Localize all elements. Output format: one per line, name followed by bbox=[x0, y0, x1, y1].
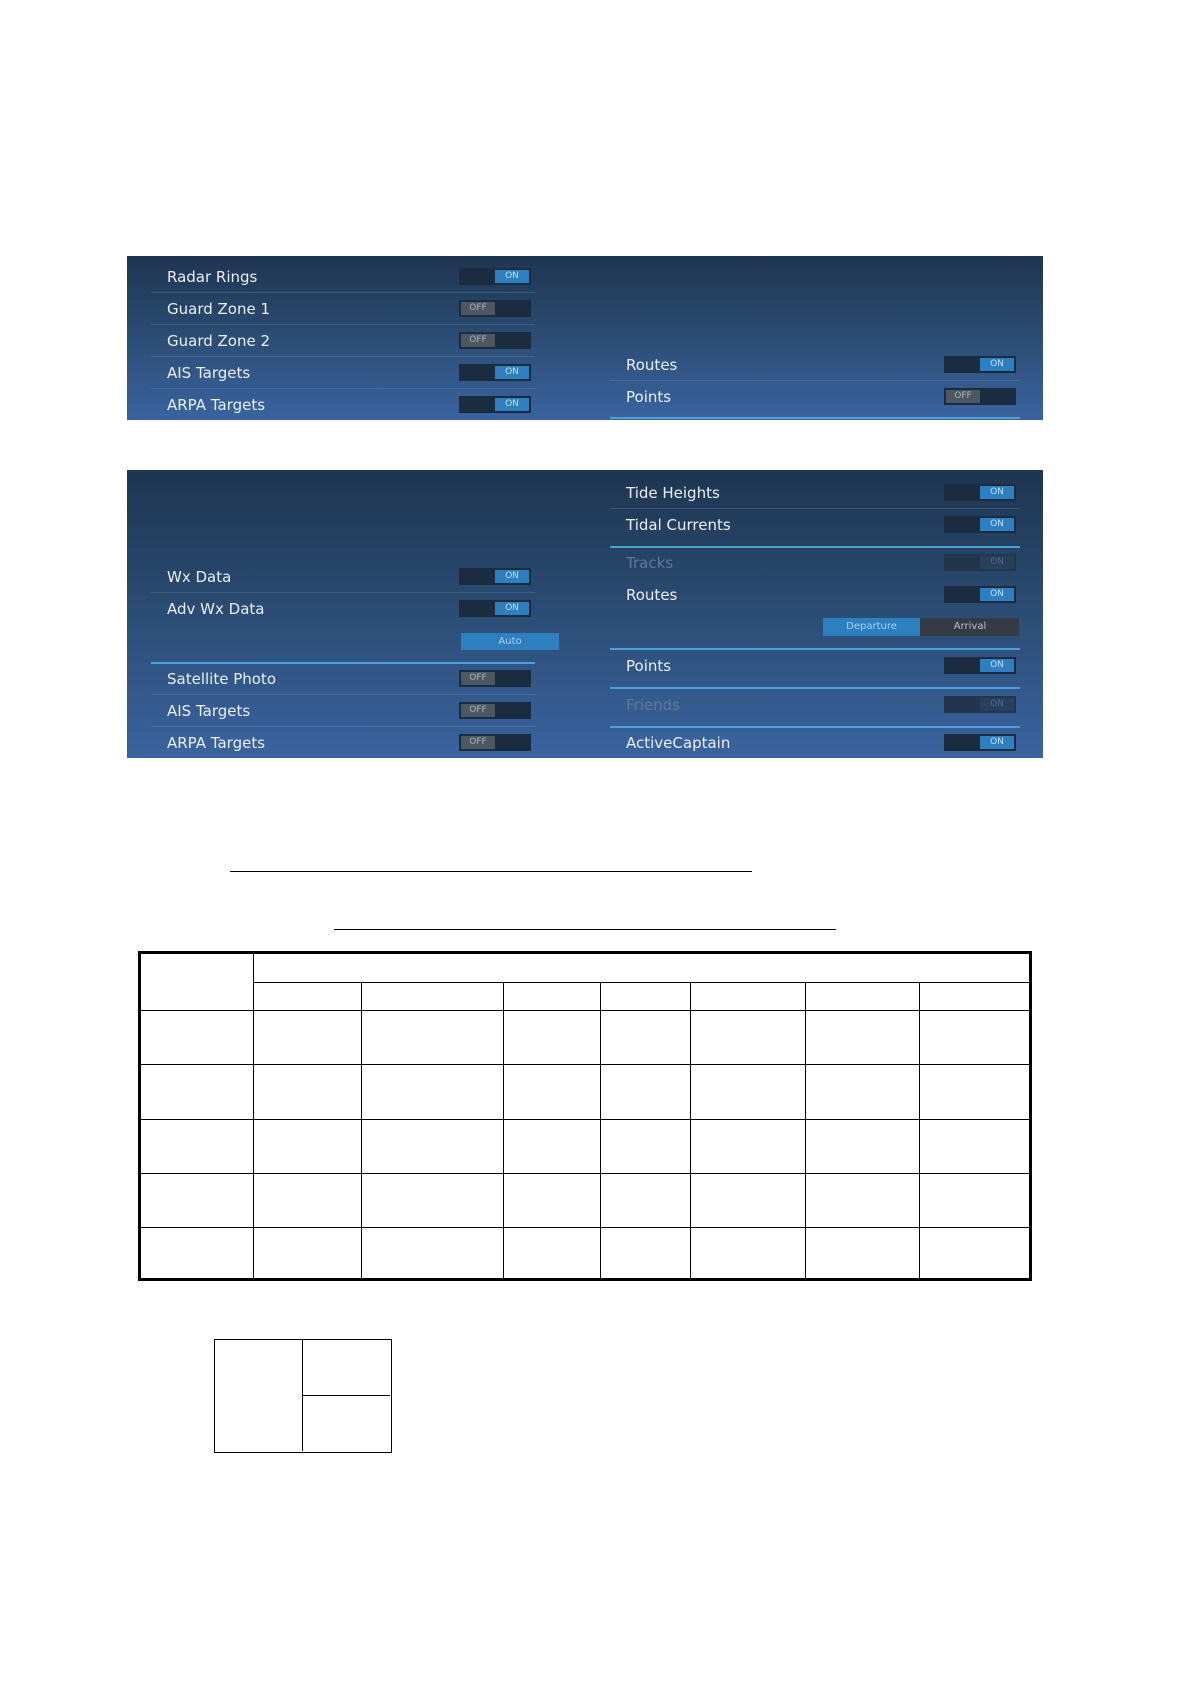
row-adv-wx-data[interactable] bbox=[151, 594, 535, 624]
toggle-switch[interactable] bbox=[459, 332, 531, 349]
grid-line bbox=[253, 982, 1029, 983]
row-arpa-targets[interactable] bbox=[151, 390, 535, 420]
row-label: Friends bbox=[626, 696, 680, 714]
toggle-switch[interactable] bbox=[459, 268, 531, 285]
row-wx-data[interactable] bbox=[151, 562, 535, 593]
toggle-switch[interactable] bbox=[944, 657, 1016, 674]
departure-option[interactable]: Departure bbox=[823, 618, 920, 636]
blank-underline bbox=[230, 871, 752, 872]
toggle-state: ON bbox=[980, 358, 1014, 371]
row-radar-rings[interactable] bbox=[151, 262, 535, 293]
row-points[interactable] bbox=[610, 651, 1020, 681]
row-satellite-photo[interactable] bbox=[151, 664, 535, 695]
grid-line bbox=[141, 1010, 1029, 1011]
row-ais-targets[interactable] bbox=[151, 696, 535, 727]
row-label: AIS Targets bbox=[167, 702, 251, 720]
toggle-switch[interactable] bbox=[459, 670, 531, 687]
settings-panel-1 bbox=[127, 256, 1043, 420]
toggle-state: ON bbox=[980, 659, 1014, 672]
grid-line bbox=[600, 982, 601, 1278]
toggle-switch[interactable] bbox=[944, 388, 1016, 405]
row-label: Adv Wx Data bbox=[167, 600, 265, 618]
row-label: ARPA Targets bbox=[167, 734, 266, 752]
row-guard-zone-2[interactable] bbox=[151, 326, 535, 357]
row-label: Guard Zone 1 bbox=[167, 300, 271, 318]
toggle-state: ON bbox=[980, 518, 1014, 531]
grid-line bbox=[253, 954, 254, 1278]
row-label: Points bbox=[626, 657, 672, 675]
toggle-switch[interactable] bbox=[459, 702, 531, 719]
toggle-switch[interactable] bbox=[459, 568, 531, 585]
toggle-switch[interactable] bbox=[459, 734, 531, 751]
toggle-switch[interactable] bbox=[944, 696, 1016, 713]
row-label: Tide Heights bbox=[626, 484, 720, 502]
separator bbox=[610, 648, 1020, 650]
row-tide-heights[interactable] bbox=[610, 478, 1020, 509]
grid-line bbox=[919, 982, 920, 1278]
toggle-switch[interactable] bbox=[944, 356, 1016, 373]
row-guard-zone-1[interactable] bbox=[151, 294, 535, 325]
row-tracks[interactable] bbox=[610, 548, 1020, 578]
empty-small-table bbox=[214, 1339, 392, 1453]
toggle-state: OFF bbox=[461, 672, 495, 685]
toggle-switch[interactable] bbox=[944, 554, 1016, 571]
grid-line bbox=[141, 1064, 1029, 1065]
toggle-state: ON bbox=[495, 270, 529, 283]
arrival-option[interactable]: Arrival bbox=[953, 621, 987, 632]
row-label: Routes bbox=[626, 586, 678, 604]
row-label: Guard Zone 2 bbox=[167, 332, 271, 350]
row-points[interactable] bbox=[610, 382, 1020, 412]
toggle-state: ON bbox=[495, 602, 529, 615]
settings-panel-2 bbox=[127, 470, 1043, 758]
row-label: Routes bbox=[626, 356, 678, 374]
toggle-switch[interactable] bbox=[944, 484, 1016, 501]
toggle-state: ON bbox=[980, 736, 1014, 749]
toggle-state: ON bbox=[495, 398, 529, 411]
row-routes[interactable] bbox=[610, 580, 1020, 610]
row-friends[interactable] bbox=[610, 690, 1020, 720]
toggle-state: OFF bbox=[461, 704, 495, 717]
toggle-switch[interactable] bbox=[944, 734, 1016, 751]
departure-arrival-selector bbox=[823, 618, 1019, 636]
toggle-switch[interactable] bbox=[459, 600, 531, 617]
toggle-state: ON bbox=[980, 556, 1014, 569]
toggle-state: OFF bbox=[946, 390, 980, 403]
row-label: AIS Targets bbox=[167, 364, 251, 382]
row-label: Radar Rings bbox=[167, 268, 258, 286]
grid-line bbox=[141, 1119, 1029, 1120]
grid-line bbox=[302, 1395, 390, 1396]
row-routes[interactable] bbox=[610, 350, 1020, 381]
empty-grid-table bbox=[138, 951, 1032, 1281]
toggle-switch[interactable] bbox=[459, 364, 531, 381]
toggle-state: OFF bbox=[461, 334, 495, 347]
toggle-switch[interactable] bbox=[459, 396, 531, 413]
toggle-switch[interactable] bbox=[944, 586, 1016, 603]
grid-line bbox=[361, 982, 362, 1278]
separator bbox=[610, 687, 1020, 689]
toggle-state: OFF bbox=[461, 736, 495, 749]
grid-line bbox=[690, 982, 691, 1278]
toggle-state: ON bbox=[495, 366, 529, 379]
row-label: Points bbox=[626, 388, 672, 406]
grid-line bbox=[805, 982, 806, 1278]
row-label: ActiveCaptain bbox=[626, 734, 731, 752]
toggle-state: OFF bbox=[461, 302, 495, 315]
blank-underline bbox=[334, 929, 836, 930]
row-ais-targets[interactable] bbox=[151, 358, 535, 389]
toggle-switch[interactable] bbox=[459, 300, 531, 317]
row-label: ARPA Targets bbox=[167, 396, 266, 414]
grid-line bbox=[503, 982, 504, 1278]
row-label: Wx Data bbox=[167, 568, 232, 586]
row-arpa-targets[interactable] bbox=[151, 728, 535, 758]
row-activecaptain[interactable] bbox=[610, 728, 1020, 758]
grid-line bbox=[141, 1227, 1029, 1228]
toggle-state: ON bbox=[495, 570, 529, 583]
row-tidal-currents[interactable] bbox=[610, 510, 1020, 540]
row-label: Satellite Photo bbox=[167, 670, 276, 688]
row-label: Tracks bbox=[626, 554, 674, 572]
toggle-state: ON bbox=[980, 486, 1014, 499]
toggle-switch[interactable] bbox=[944, 516, 1016, 533]
separator bbox=[610, 417, 1020, 419]
row-label: Tidal Currents bbox=[626, 516, 731, 534]
toggle-state: ON bbox=[980, 698, 1014, 711]
toggle-state: ON bbox=[980, 588, 1014, 601]
auto-button[interactable]: Auto bbox=[461, 633, 559, 650]
grid-line bbox=[141, 1173, 1029, 1174]
